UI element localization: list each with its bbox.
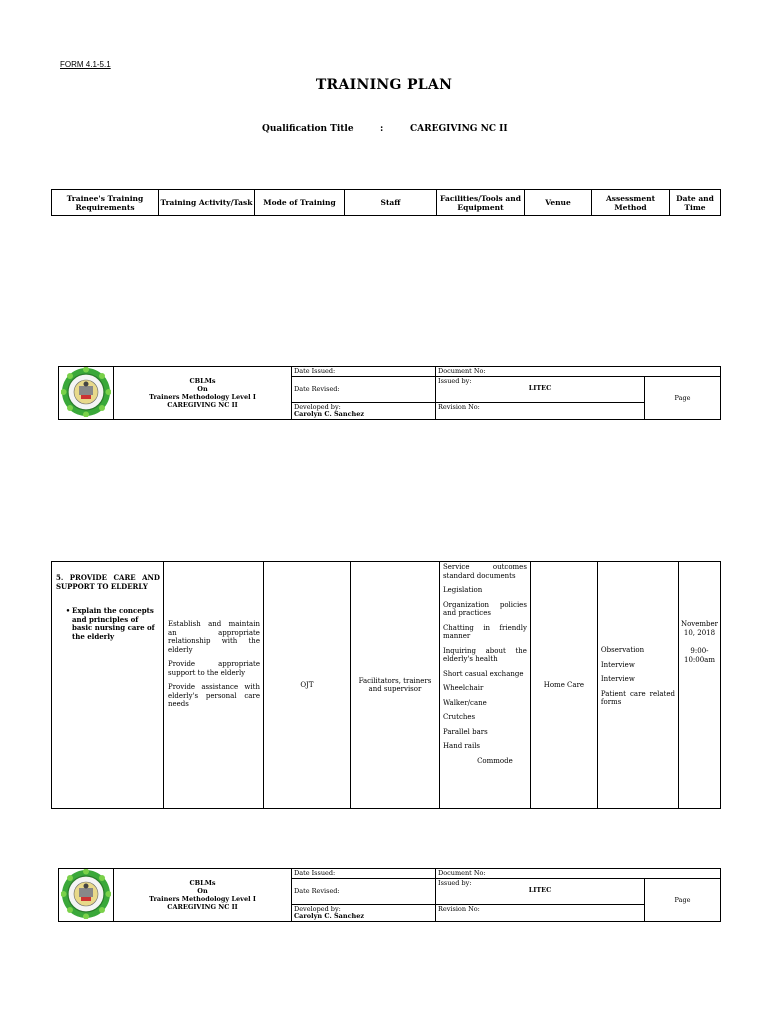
- issued-by-label: Issued by:: [438, 879, 472, 887]
- facility-item: Service outcomes standard documents: [442, 563, 527, 580]
- column-header: Facilities/Tools and Equipment: [437, 190, 525, 216]
- schedule-date: November 10, 2018: [680, 620, 718, 637]
- bullet-icon: •: [65, 606, 71, 615]
- column-header: Trainee's Training Requirements: [52, 190, 159, 216]
- datetime-cell: [678, 562, 720, 809]
- facilities-cell: [439, 562, 530, 809]
- assessment-item: Observation: [600, 646, 645, 654]
- developed-by-cell: [292, 403, 436, 420]
- assessment-cell: [597, 562, 678, 809]
- column-header: Venue: [525, 190, 592, 216]
- qualification-value: CAREGIVING NC II: [410, 124, 508, 134]
- activity-cell: [163, 562, 263, 809]
- cblm-line: On: [197, 385, 208, 393]
- developer-name: Carolyn C. Sanchez: [294, 410, 365, 418]
- facility-item: Hand rails: [442, 742, 481, 750]
- venue-cell: Home Care: [530, 562, 597, 809]
- facility-item: Legislation: [442, 586, 483, 594]
- training-plan-row: [51, 561, 721, 809]
- assessment-item: Patient care related forms: [600, 689, 675, 706]
- activity-item: Provide appropriate support to the elderly: [167, 660, 260, 677]
- cblm-line: Trainers Methodology Level I: [149, 393, 256, 401]
- cblm-line: Trainers Methodology Level I: [149, 895, 256, 903]
- facility-item: Walker/cane: [442, 698, 487, 707]
- activity-item: Provide assistance with elderly's personal care needs: [167, 683, 260, 708]
- issued-by-cell: [436, 879, 645, 905]
- facility-item: Organization policies and practices: [442, 600, 527, 617]
- cblm-line: CBLMs: [189, 879, 216, 887]
- document-footer: [58, 366, 721, 420]
- staff-cell: Facilitators, trainers and supervisor: [350, 562, 439, 809]
- schedule-time: 9:00-10:00am: [683, 647, 715, 664]
- facility-item: Commode: [477, 756, 513, 765]
- developed-by-cell: [292, 905, 436, 922]
- institution-seal-icon: [61, 367, 111, 417]
- date-issued-label: Date Issued:: [292, 367, 436, 377]
- revision-no-label: Revision No:: [436, 403, 645, 420]
- column-header: Date and Time: [670, 190, 721, 216]
- column-header: Training Activity/Task: [159, 190, 255, 216]
- requirement-heading: 5. PROVIDE CARE AND SUPPORT TO ELDERLY: [56, 573, 160, 591]
- facility-item: Chatting in friendly manner: [442, 623, 527, 640]
- institution-seal-icon: [61, 869, 111, 919]
- column-header: Assessment Method: [592, 190, 670, 216]
- form-code: FORM 4.1-5.1: [60, 60, 111, 69]
- document-no-label: Document No:: [436, 869, 721, 879]
- mode-cell: OJT: [263, 562, 350, 809]
- issued-by-cell: [436, 377, 645, 403]
- facility-item: Crutches: [442, 713, 476, 721]
- page-label: Page: [645, 377, 721, 420]
- logo-cell: [59, 869, 114, 922]
- assessment-item: Interview: [600, 660, 635, 669]
- cblm-title: [114, 367, 292, 420]
- activity-item: Establish and maintain an appropriate relationship with the elderly: [167, 620, 260, 654]
- date-issued-label: Date Issued:: [292, 869, 436, 879]
- document-no-label: Document No:: [436, 367, 721, 377]
- cblm-line: CAREGIVING NC II: [167, 903, 238, 911]
- training-plan-header-table: [51, 189, 721, 216]
- cblm-line: On: [197, 887, 208, 895]
- facility-item: Short casual exchange: [442, 669, 524, 678]
- bullet-text: Explain the concepts and principles of basic nursing care of the elderly: [72, 606, 155, 641]
- cblm-line: CBLMs: [189, 377, 216, 385]
- qualification-label: Qualification Title: [262, 124, 354, 134]
- logo-cell: [59, 367, 114, 420]
- page-title: TRAINING PLAN: [315, 77, 453, 93]
- qualification-colon: :: [380, 124, 384, 134]
- cblm-line: CAREGIVING NC II: [167, 401, 238, 409]
- facility-item: Parallel bars: [442, 727, 488, 736]
- column-header: Mode of Training: [255, 190, 345, 216]
- assessment-item: Interview: [600, 675, 635, 683]
- date-revised-label: Date Revised:: [292, 879, 436, 905]
- issuer-name: LITEC: [528, 886, 552, 894]
- issuer-name: LITEC: [528, 384, 552, 392]
- requirement-cell: [52, 562, 164, 809]
- facility-item: Wheelchair: [442, 684, 484, 692]
- requirement-bullet: [56, 607, 160, 641]
- facility-item: Inquiring about the elderly's health: [442, 646, 527, 663]
- developer-name: Carolyn C. Sanchez: [294, 912, 365, 920]
- developed-by-label: Developed by:: [294, 403, 341, 411]
- column-header: Staff: [345, 190, 437, 216]
- date-revised-label: Date Revised:: [292, 377, 436, 403]
- issued-by-label: Issued by:: [438, 377, 472, 385]
- developed-by-label: Developed by:: [294, 905, 341, 913]
- revision-no-label: Revision No:: [436, 905, 645, 922]
- document-footer: [58, 868, 721, 922]
- page-label: Page: [645, 879, 721, 922]
- cblm-title: [114, 869, 292, 922]
